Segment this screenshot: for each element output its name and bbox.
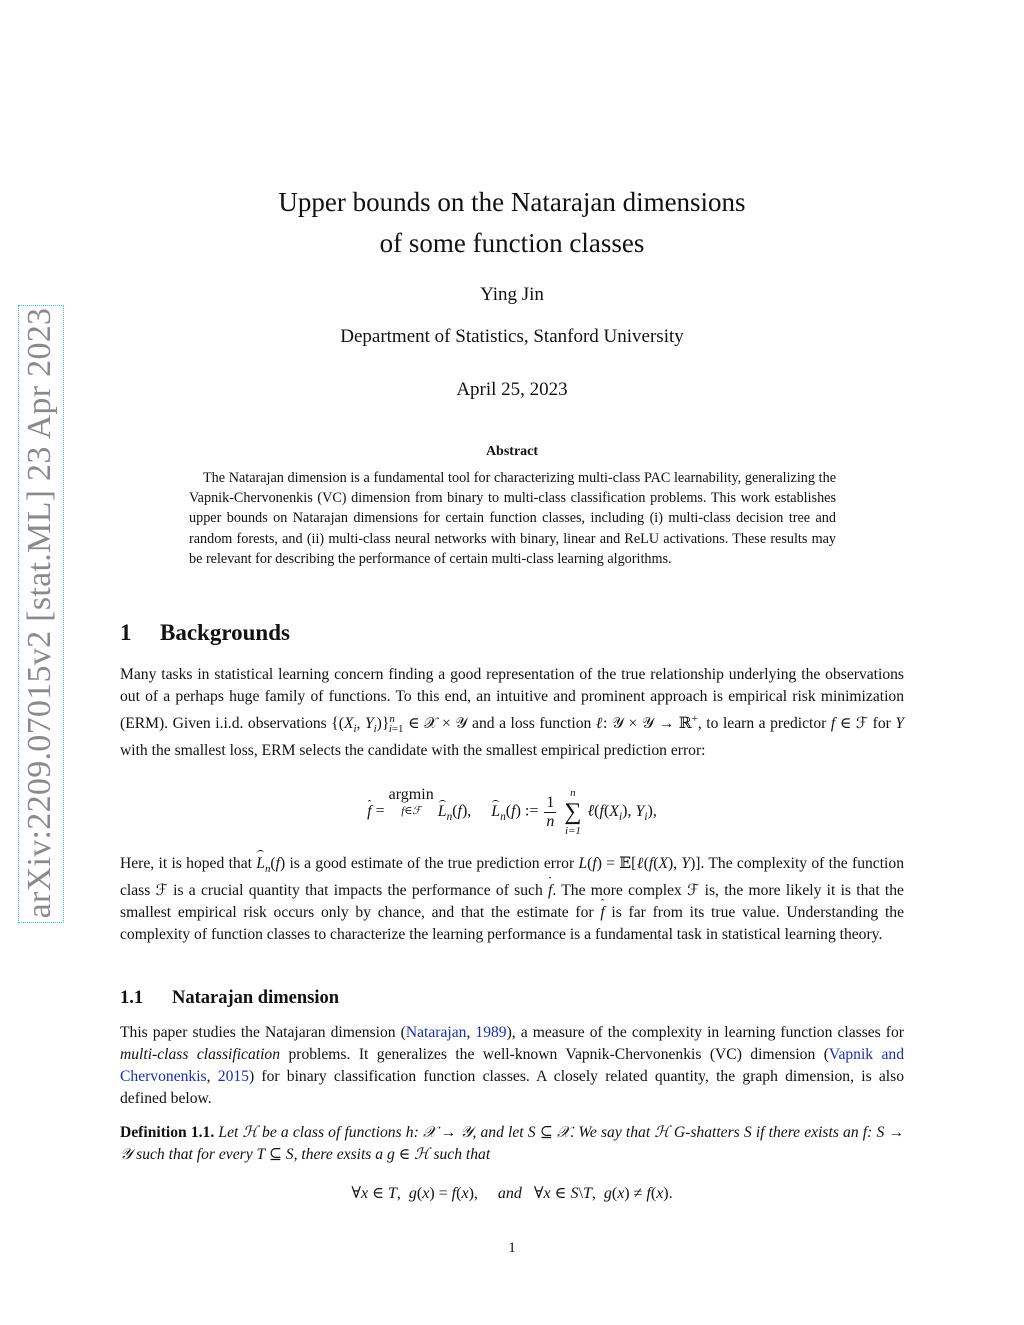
date: April 25, 2023 — [456, 379, 568, 400]
equation-erm: f = argmin f∈ℱ $L_n(f)$, $L_n(f)$ := $\frac{1}{n}$ n ∑ i=1 $\ell(f(X_i)$, $Y_i$), — [367, 786, 657, 837]
title-line-2: of some function classes — [379, 228, 645, 258]
page-number: 1 — [508, 1240, 516, 1256]
title-line-1: Upper bounds on the Natarajan dimensions — [278, 187, 746, 217]
subsection-title: Natarajan dimension — [172, 988, 340, 1008]
arxiv-stamp-text: arXiv:2209.07015v2 [stat.ML] 23 Apr 2023 — [21, 307, 58, 919]
emphasis-multiclass: multi-class classification — [120, 1046, 281, 1063]
subsection-heading — [120, 988, 339, 1009]
equation-and: and — [497, 1185, 522, 1202]
section-number: 1 — [120, 620, 132, 645]
paragraph-natarajan: This paper studies the Natajaran dimension (Natarajan, 1989), a measure of the complexity in learning function classes for multi-class classification problems. It generalizes the well-known Vapnik-Chervonenkis (VC) dimension (Vapnik and Chervonenkis, 2015) for binary classification function classes. A closely related quantity, the graph dimension, is also defined below. — [120, 1024, 905, 1107]
paragraph-complexity: Here, it is hoped that $L_n(f)$ is a good estimate of the true prediction error L(f) = 𝔼[ℓ(f(X), Y)]. The complexity of the function class ℱ is a crucial quantity that impacts the performance of such f. The more complex ℱ is, the more likely it is that the smallest empirical risk occurs only by chance, and that the estimate for f is far from its true value. Understanding the complexity of function classes to characterize the learning performance is a fundamental task in statistical learning theory. — [120, 855, 905, 944]
author: Ying Jin — [480, 284, 544, 305]
citation-natarajan-year[interactable]: 1989 — [475, 1024, 507, 1041]
subsection-number: 1.1 — [120, 988, 144, 1008]
citation-natarajan-name[interactable]: Natarajan — [405, 1024, 467, 1041]
arxiv-stamp — [18, 305, 64, 923]
section-heading — [120, 620, 290, 646]
abstract — [189, 468, 836, 569]
citation-vapnik-name[interactable]: Vapnik and Chervonenkis — [120, 1046, 905, 1085]
equation-shatter: ∀x ∈ T, g(x) = f(x), and ∀x ∈ S\T, g(x) ≠ f(x). — [351, 1185, 673, 1202]
citation-vapnik-year[interactable]: 2015 — [217, 1068, 249, 1085]
definition-label: Definition 1.1. — [120, 1124, 215, 1141]
definition-1-1: Definition 1.1. Let ℋ be a class of functions h: 𝒳 → 𝒴, and let S ⊆ 𝒳. We say that ℋ G-shatters S if there exists an f: S → 𝒴 such that for every T ⊆ S, there exsits a g ∈ ℋ such that — [120, 1124, 904, 1163]
paragraph-intro: Many tasks in statistical learning concern finding a good representation of the true relationship underlying the observations out of a perhaps huge family of functions. To this end, an intuitive and prominent approach is empirical risk minimization (ERM). Given i.i.d. observations {($X_i$, $Y_i)\}^n_{i=1}$ ∈ 𝒳 × 𝒴 and a loss function ℓ: 𝒴 × 𝒴 → ℝ+, to learn a predictor f ∈ ℱ for Y with the smallest loss, ERM selects the candidate with the smallest empirical prediction error: — [120, 666, 905, 760]
paper-title — [180, 182, 844, 264]
abstract-heading: Abstract — [485, 444, 539, 459]
abstract-text: The Natarajan dimension is a fundamental tool for characterizing multi-class PAC learnability, generalizing the Vapnik-Chervonenkis (VC) dimension from binary to multi-class classification problems. This work establishes upper bounds on Natarajan dimensions for certain function classes, including (i) multi-class decision tree and random forests, and (ii) multi-class neural networks with binary, linear and ReLU activations. These results may be relevant for describing the performance of certain multi-class learning algorithms. — [189, 470, 836, 567]
affiliation: Department of Statistics, Stanford University — [340, 326, 684, 347]
section-title: Backgrounds — [160, 620, 290, 645]
